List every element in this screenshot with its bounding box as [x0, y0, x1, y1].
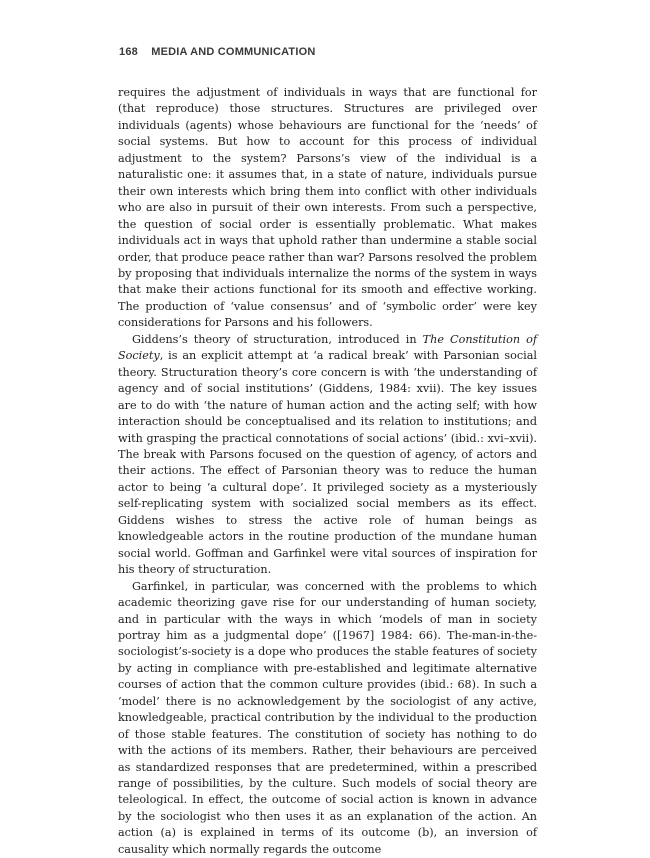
paragraph-text: requires the adjustment of individuals in ways that are functional for (that reproduce) those structures. Structures are privileged over individuals (agents) whose behaviours are functional for the ‘needs’ of social systems. But how to account for this process of individual adjustment to the system? Parsons’s view of the individual is a naturalistic one: it assumes that, in a state of nature, individuals pursue their own interests which bring them into conflict with other individuals who are also in pursuit of their own interests. From such a perspective, the question of social order is essentially problematic. What makes individuals act in ways that uphold rather than undermine a stable social order, that produce peace rather than war? Parsons resolved the problem by proposing that individuals internalize the norms of the system in ways that make their actions functional for its smooth and effective working. The production of ‘value consensus’ and of ‘symbolic order’ were key considerations for Parsons and his followers.	[118, 86, 537, 330]
running-title: MEDIA AND COMMUNICATION	[151, 46, 316, 58]
paragraph-text: , is an explicit attempt at ‘a radical break’ with Parsonian social theory. Structuration theory’s core concern is with ‘the understanding of agency and of social institutions’ (Giddens, 1984: xvii). The key issues are to do with ‘the nature of human action and the acting self; with how interaction should be conceptualised and its relation to institutions; and with grasping the practical connotations of social actions’ (ibid.: xvi–xvii). The break with Parsons focused on the question of agency, of actors and their actions. The effect of Parsonian theory was to reduce the human actor to being ‘a cultural dope’. It privileged society as a mysteriously self-replicating system with socialized social members as its effect. Giddens wishes to stress the active role of human beings as knowledgeable actors in the routine production of the mundane human social world. Goffman and Garfinkel were vital sources of inspiration for his theory of structuration.	[118, 349, 537, 577]
paragraph-text: Giddens’s theory of structuration, introduced in	[132, 332, 423, 346]
running-header	[119, 46, 316, 58]
paragraph-garfinkel	[118, 579, 537, 858]
body-text	[118, 85, 537, 858]
book-title-italic: The Constitution of Society	[118, 332, 537, 363]
paragraph-text: Garfinkel, in particular, was concerned with the problems to which academic theorizing gave rise for our understanding of human society, and in particular with the ways in which ‘models of man in society portray him as a judgmental dope’ ([1967] 1984: 66). The-man-in-the-sociologist’s-society is a dope who produces the stable features of society by acting in compliance with pre-established and legitimate alternative courses of action that the common culture provides (ibid.: 68). In such a ‘model’ there is no acknowledgement by the sociologist of any active, knowledgeable, practical contribution by the individual to the production of those stable features. The constitution of society has nothing to do with the actions of its members. Rather, their behaviours are perceived as standardized responses that are predetermined, within a prescribed range of possibilities, by the culture. Such models of social theory are teleological. In effect, the outcome of social action is known in advance by the sociologist who then uses it as an explanation of the action. An action (a) is explained in terms of its outcome (b), an inversion of causality which normally regards the outcome	[118, 579, 537, 856]
paragraph-giddens	[118, 332, 537, 579]
page-number: 168	[119, 46, 138, 58]
paragraph-continuation	[118, 85, 537, 332]
